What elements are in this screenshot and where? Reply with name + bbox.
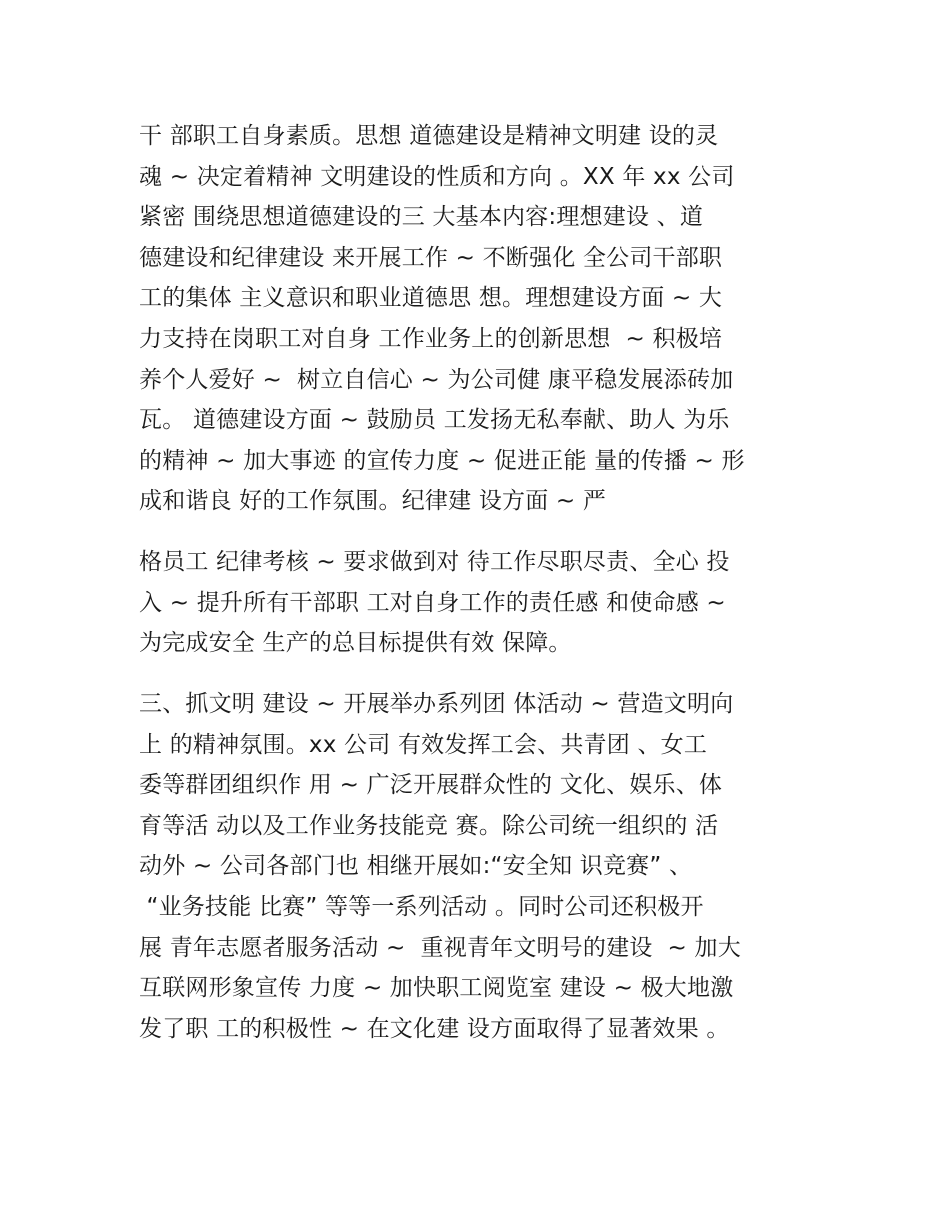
paragraph-section-three bbox=[139, 684, 819, 1049]
text-line: 德建设和纪律建设 来开展工作 ~ 不断强化 全公司干部职 bbox=[139, 244, 723, 271]
text-line: 三、抓文明 建设 ~ 开展举办系列团 体活动 ~ 营造文明向 bbox=[139, 691, 734, 717]
text-line: 的精神 ~ 加大事迹 的宣传力度 ~ 促进正能 量的传播 ~ 形 bbox=[139, 447, 745, 474]
text-line: 育等活 动以及工作业务技能竞 赛。除公司统一组织的 活 bbox=[139, 812, 719, 839]
text-line: 魂 ~ 决定着精神 文明建设的性质和方向 。XX 年 xx 公司 bbox=[139, 163, 735, 190]
text-line: 动外 ~ 公司各部门也 相继开展如:“安全知 识竞赛” 、 bbox=[139, 853, 693, 880]
text-line: 为完成安全 生产的总目标提供有效 保障。 bbox=[139, 630, 572, 657]
text-line: 工的集体 主义意识和职业道德思 想。理想建设方面 ~ 大 bbox=[139, 285, 723, 312]
text-line: 瓦。 道德建设方面 ~ 鼓励员 工发扬无私奉献、助人 为乐 bbox=[139, 407, 730, 434]
text-line: 上 的精神氛围。xx 公司 有效发挥工会、共青团 、女工 bbox=[139, 731, 708, 758]
text-line: 入 ~ 提升所有干部职 工对自身工作的责任感 和使命感 ~ bbox=[139, 589, 726, 616]
text-line: “业务技能 比赛” 等等一系列活动 。同时公司还积极开 bbox=[139, 893, 704, 920]
paragraph-discipline-continuation bbox=[139, 542, 819, 664]
text-line: 发了职 工的积极性 ~ 在文化建 设方面取得了显著效果 。 bbox=[139, 1015, 730, 1042]
text-line: 成和谐良 好的工作氛围。纪律建 设方面 ~ 严 bbox=[139, 488, 607, 515]
text-line: 格员工 纪律考核 ~ 要求做到对 待工作尽职尽责、全心 投 bbox=[139, 549, 730, 575]
text-line: 养个人爱好 ~ 树立自信心 ~ 为公司健 康平稳发展添砖加 bbox=[139, 366, 734, 393]
paragraph-ideological-construction bbox=[139, 116, 819, 522]
text-line: 互联网形象宣传 力度 ~ 加快职工阅览室 建设 ~ 极大地激 bbox=[139, 975, 734, 1002]
text-line: 展 青年志愿者服务活动 ~ 重视青年文明号的建设 ~ 加大 bbox=[139, 934, 741, 961]
text-line: 紧密 围绕思想道德建设的三 大基本内容:理想建设 、道 bbox=[139, 204, 704, 231]
text-line: 委等群团组织作 用 ~ 广泛开展群众性的 文化、娱乐、体 bbox=[139, 772, 723, 799]
text-line: 力支持在岗职工对自身 工作业务上的创新思想 ~ 积极培 bbox=[139, 325, 723, 352]
text-line: 干 部职工自身素质。思想 道德建设是精神文明建 设的灵 bbox=[139, 123, 719, 149]
